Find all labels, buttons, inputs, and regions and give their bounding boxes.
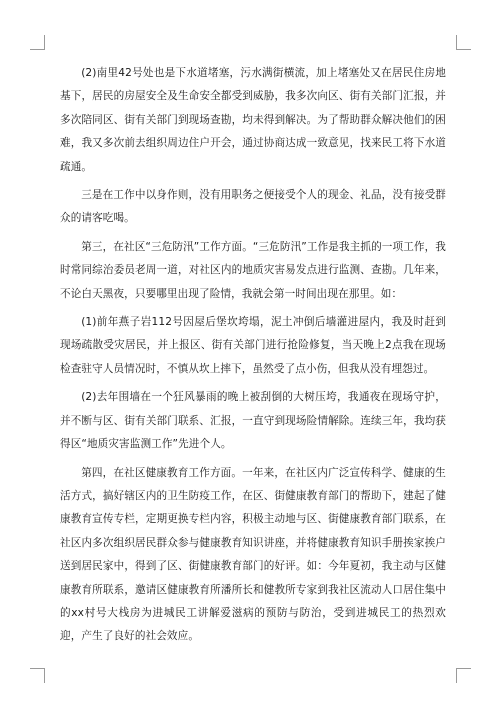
paragraph-flood-prevention: 第三，在社区“三危防汛”工作方面。“三危防汛”工作是我主抓的一项工作，我时常同综治委员老周一道，对社区内的地质灾害易发点进行监测、查勘。几年来，不论白天黑夜，只要哪里出现了险情，我就会第一时间出现在那里。如： — [60, 240, 446, 300]
paragraph-health-education: 第四，在社区健康教育工作方面。一年来，在社区内广泛宣传科学、健康的生活方式，搞好辖区内的卫生防疫工作，在区、街健康教育部门的帮助下，建起了健康教育宣传专栏，定期更换专栏内容，积极主动地与区、街健康教育部门联系，在社区内多次组织居民群众参与健康教育知识讲座，并将健康教育知识手册挨家挨户送到居民家中，得到了区、街健康教育部门的好评。如：今年夏初，我主动与区健康教育所联系，邀请区健康教育所潘所长和健教所专家到我社区流动人口居住集中的xx村号大栈房为进城民工讲解爱滋病的预防与防治，受到进城民工的热烈欢迎，产生了良好的社会效应。 — [60, 466, 446, 643]
crop-mark-bottom-left — [30, 668, 45, 683]
crop-mark-top-right — [456, 35, 471, 50]
document-body — [60, 62, 446, 654]
paragraph-fallen-tree: (2)去年围墙在一个狂风暴雨的晚上被刮倒的大树压垮，我通夜在现场守护，并不断与区、街有关部门联系、汇报，一直守到现场险情解除。连续三年，我均获得区“地质灾害监测工作”先进个人。 — [60, 391, 446, 451]
crop-mark-bottom-right — [456, 668, 471, 683]
paragraph-drain-42: (2)南里42号处也是下水道堵塞，污水满街横流，加上堵塞处又在居民住房地基下，居民的房屋安全及生命安全都受到威胁，我多次向区、街有关部门汇报，并多次陪同区、街有关部门到现场查勘，均未得到解决。为了帮助群众解决他们的困难，我又多次前去组织周边住户开会，通过协商达成一致意见，找来民工将下水道疏通。 — [60, 67, 446, 173]
paragraph-integrity: 三是在工作中以身作则，没有用职务之便接受个人的现金、礼品，没有接受群众的请客吃喝。 — [60, 189, 446, 225]
paragraph-landslide-112: (1)前年燕子岩112号因屋后堡坎垮塌，泥土冲倒后墙灌进屋内，我及时赶到现场疏散受灾居民，并上报区、街有关部门进行抢险修复，当天晚上2点我在现场检查驻守人员情况时，不慎从坎上摔下，虽然受了点小伤，但我从没有埋怨过。 — [60, 316, 446, 375]
crop-mark-top-left — [30, 35, 45, 50]
